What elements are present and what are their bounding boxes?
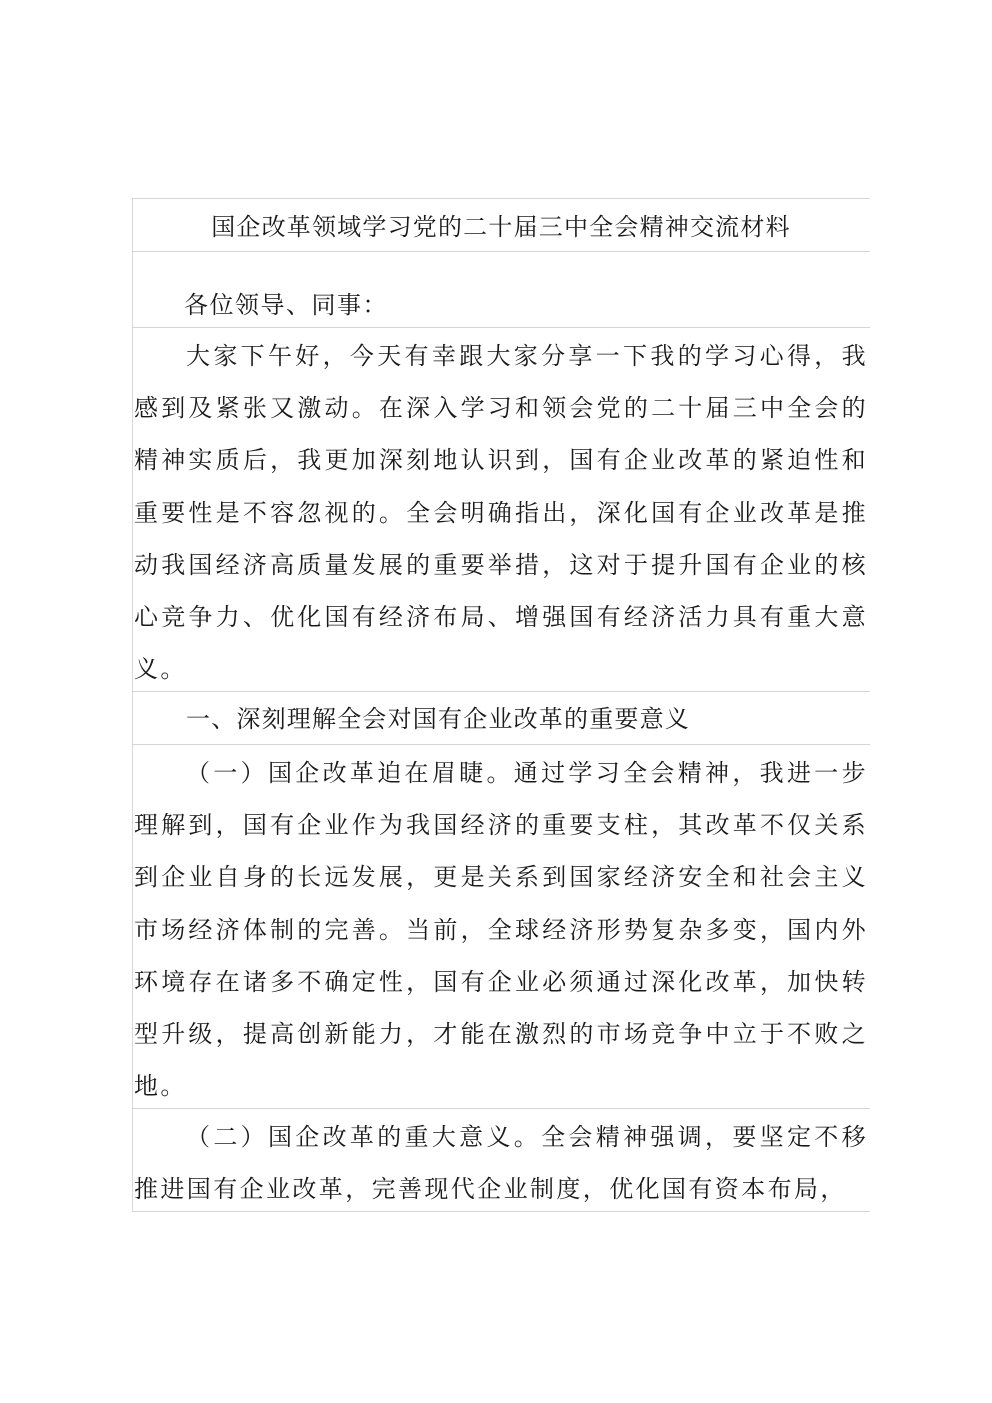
intro-paragraph: 大家下午好，今天有幸跟大家分享一下我的学习心得，我感到及紧张又激动。在深入学习和领会党的二十届三中全会的精神实质后，我更加深刻地认识到，国有企业改革的紧迫性和重要性是不容忽视的。全会明确指出，深化国有企业改革是推动我国经济高质量发展的重要举措，这对于提升国有企业的核心竞争力、优化国有经济布局、增强国有经济活力具有重大意义。 [132, 327, 870, 691]
document-page [132, 198, 870, 1212]
greeting: 各位领导、同事： [132, 251, 870, 327]
section-heading: 一、深刻理解全会对国有企业改革的重要意义 [132, 691, 870, 744]
section-item-2: （二）国企改革的重大意义。全会精神强调，要坚定不移推进国有企业改革，完善现代企业制度，优化国有资本布局， [132, 1108, 870, 1212]
document-title: 国企改革领域学习党的二十届三中全会精神交流材料 [132, 198, 870, 251]
section-item-1: （一）国企改革迫在眉睫。通过学习全会精神，我进一步理解到，国有企业作为我国经济的重要支柱，其改革不仅关系到企业自身的长远发展，更是关系到国家经济安全和社会主义市场经济体制的完善。当前，全球经济形势复杂多变，国内外环境存在诸多不确定性，国有企业必须通过深化改革，加快转型升级，提高创新能力，才能在激烈的市场竞争中立于不败之地。 [132, 744, 870, 1108]
